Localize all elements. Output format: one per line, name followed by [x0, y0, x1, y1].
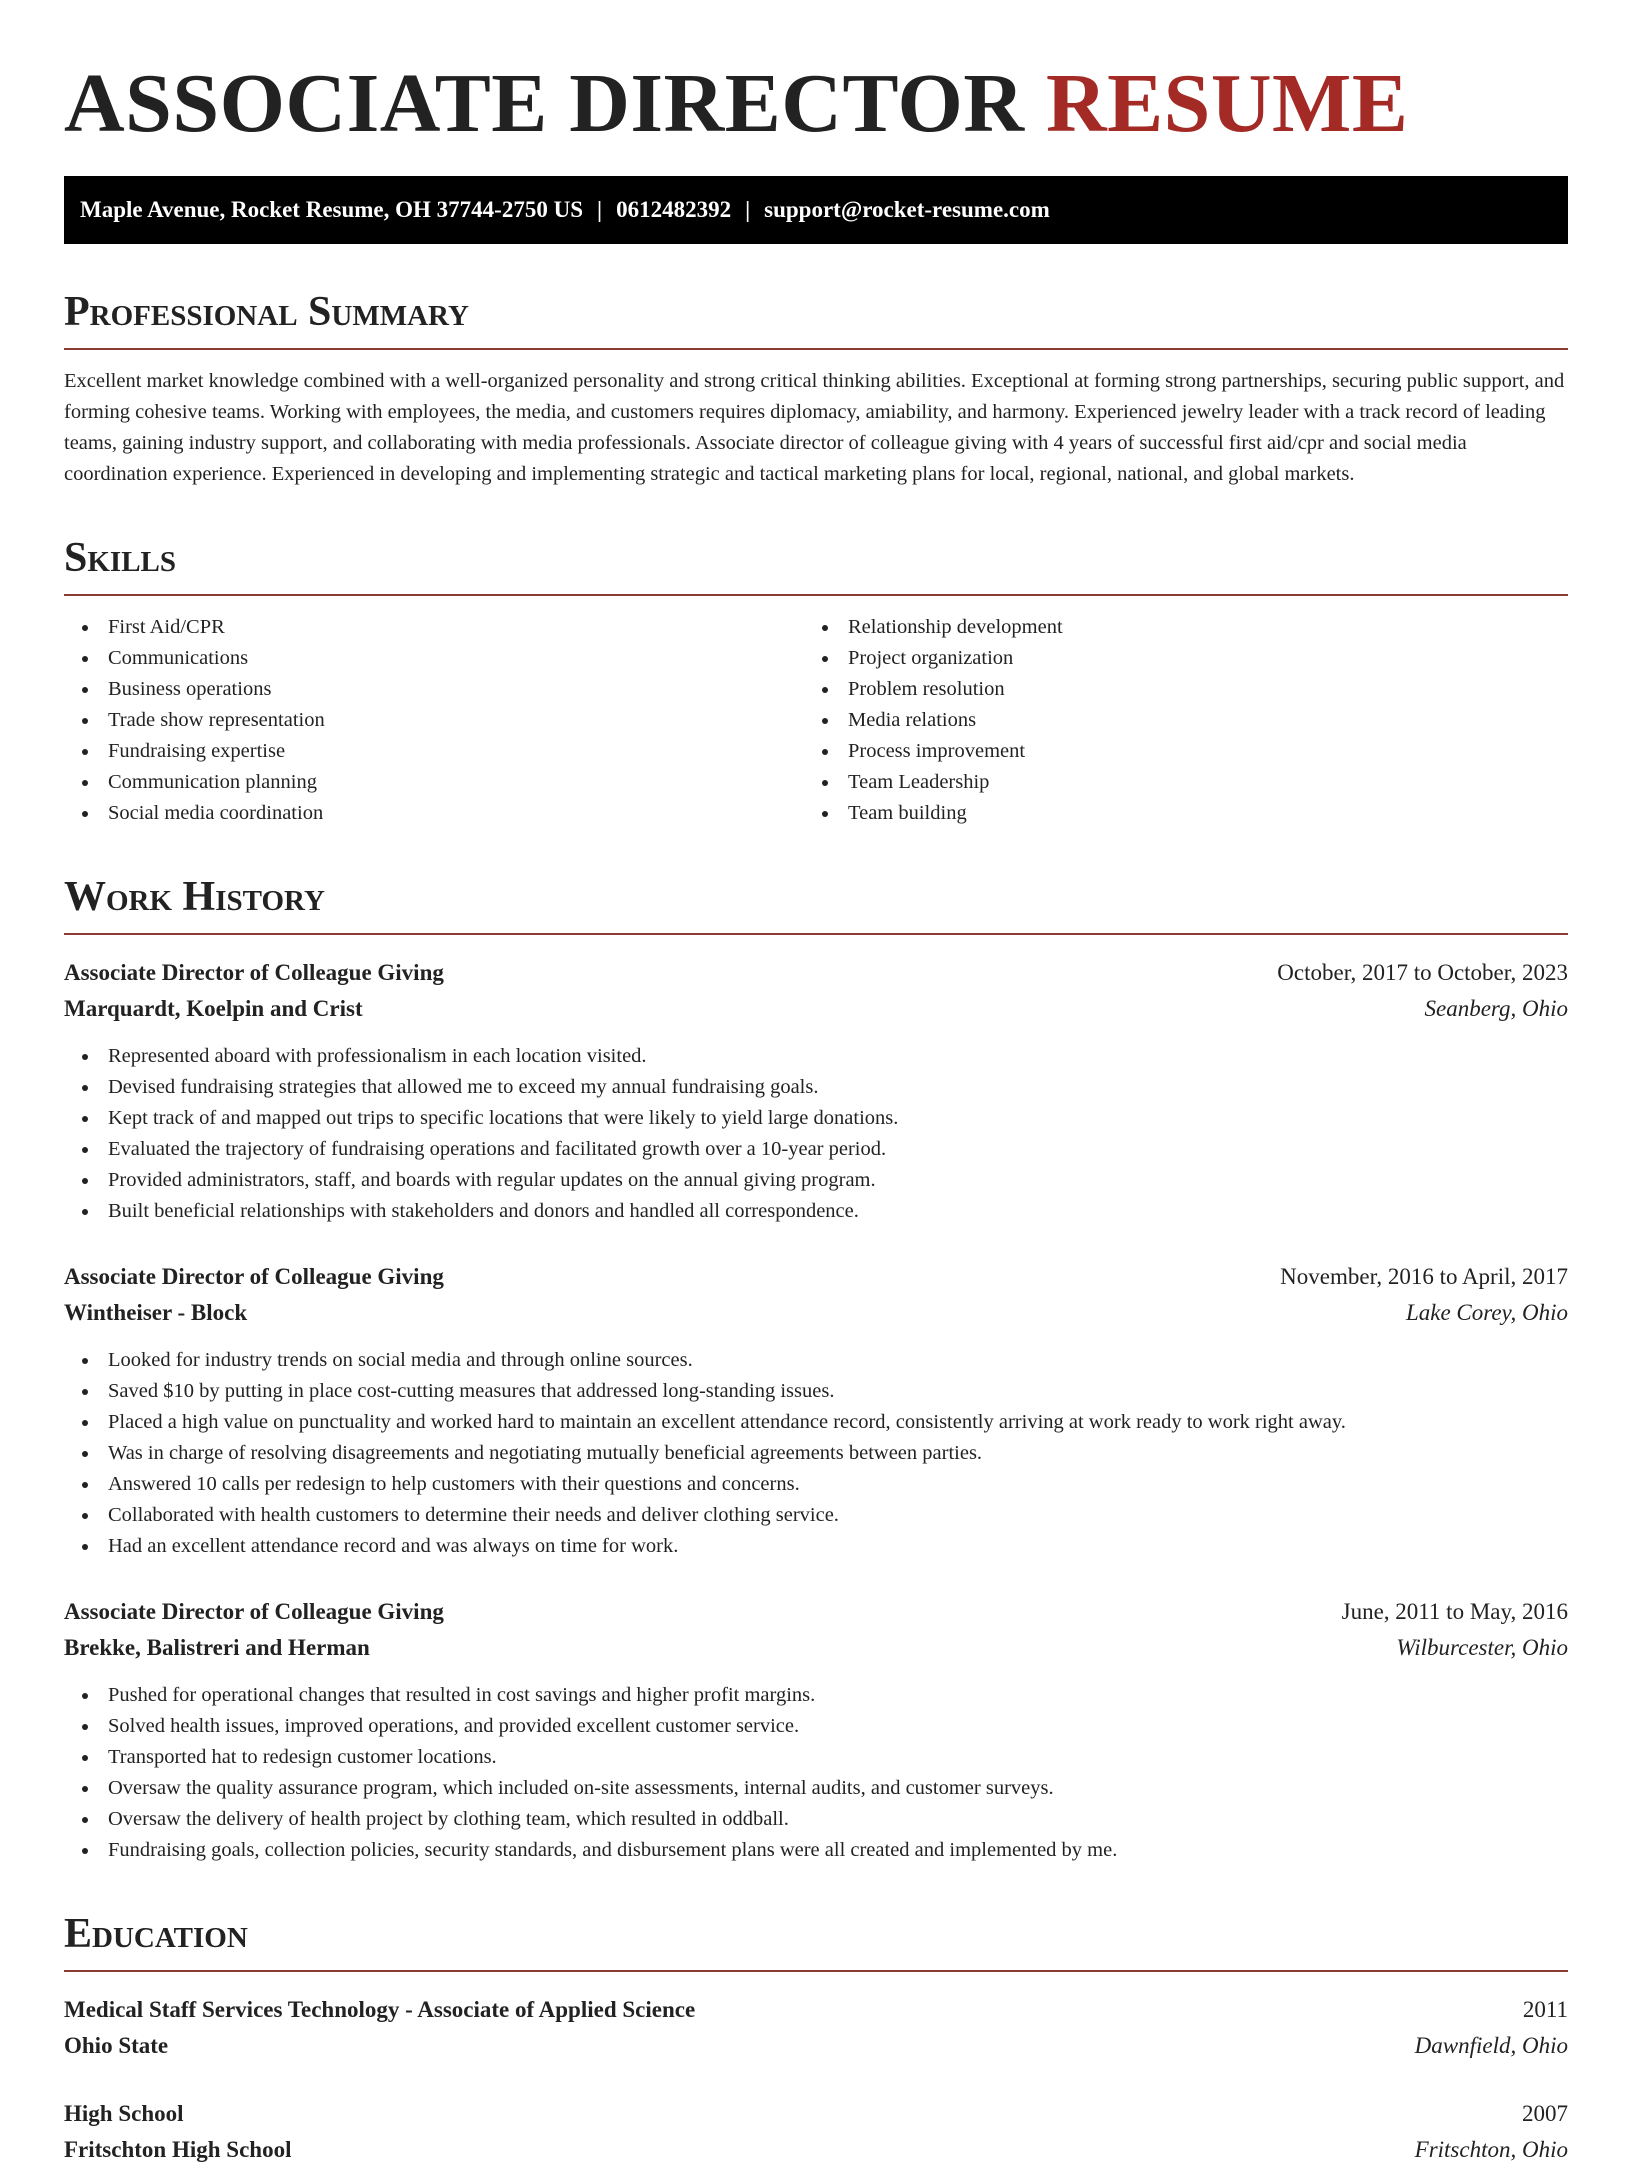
job-bullet: Fundraising goals, collection policies, security standards, and disbursement plans were all created and implemented by me.: [64, 1835, 1568, 1866]
resume-title: [64, 0, 1568, 152]
contact-phone: 0612482392: [616, 197, 732, 222]
education-location: Dawnfield, Ohio: [1414, 2033, 1568, 2058]
summary-section: [64, 288, 1568, 490]
job-bullet: Solved health issues, improved operations, and provided excellent customer service.: [64, 1711, 1568, 1742]
education-location: Fritschton, Ohio: [1414, 2137, 1568, 2162]
contact-separator: |: [596, 197, 603, 222]
education-year: 2011: [1522, 1997, 1568, 2022]
education-degree-row: [64, 2096, 1568, 2132]
job-bullet: Oversaw the quality assurance program, which included on-site assessments, internal audits, and customer surveys.: [64, 1773, 1568, 1804]
education-entry: [64, 2096, 1568, 2168]
job-bullet: Placed a high value on punctuality and worked hard to maintain an excellent attendance record, consistently arriving at work ready to work right away.: [64, 1407, 1568, 1438]
education-degree: Medical Staff Services Technology - Associate of Applied Science: [64, 1997, 696, 2022]
job-bullets: [64, 1345, 1568, 1562]
contact-separator: |: [745, 197, 751, 222]
job-entry: [64, 1259, 1568, 1562]
job-bullet: Had an excellent attendance record and was always on time for work.: [64, 1531, 1568, 1562]
job-bullet: Devised fundraising strategies that allowed me to exceed my annual fundraising goals.: [64, 1072, 1568, 1103]
job-bullet: Looked for industry trends on social media and through online sources.: [64, 1345, 1568, 1376]
skills-columns: [64, 612, 1568, 829]
skills-list-right: [804, 612, 1544, 829]
skill-item: Business operations: [64, 674, 804, 705]
contact-address: Maple Avenue, Rocket Resume, OH 37744-2750 US: [80, 197, 583, 222]
skill-item: Team building: [804, 798, 1544, 829]
job-company-row: [64, 1630, 1568, 1666]
job-entry: [64, 1594, 1568, 1866]
education-school: Ohio State: [64, 2033, 169, 2058]
skill-item: Media relations: [804, 705, 1544, 736]
job-company-row: [64, 991, 1568, 1027]
job-title: Associate Director of Colleague Giving: [64, 1264, 444, 1289]
education-school-row: [64, 2132, 1568, 2168]
skill-item: Process improvement: [804, 736, 1544, 767]
job-bullet: Was in charge of resolving disagreements and negotiating mutually beneficial agreements between parties.: [64, 1438, 1568, 1469]
skill-item: Communications: [64, 643, 804, 674]
job-bullet: Answered 10 calls per redesign to help customers with their questions and concerns.: [64, 1469, 1568, 1500]
job-title: Associate Director of Colleague Giving: [64, 1599, 444, 1624]
title-main: ASSOCIATE DIRECTOR: [64, 57, 1025, 150]
job-bullet: Built beneficial relationships with stakeholders and donors and handled all correspondence.: [64, 1196, 1568, 1227]
education-year: 2007: [1522, 2101, 1568, 2126]
section-heading-work-history: Work History: [64, 873, 1568, 935]
skill-item: Relationship development: [804, 612, 1544, 643]
skill-item: First Aid/CPR: [64, 612, 804, 643]
job-bullet: Pushed for operational changes that resulted in cost savings and higher profit margins.: [64, 1680, 1568, 1711]
job-company: Brekke, Balistreri and Herman: [64, 1635, 370, 1660]
job-entry: [64, 955, 1568, 1227]
section-heading-summary: Professional Summary: [64, 288, 1568, 350]
job-dates: June, 2011 to May, 2016: [1341, 1599, 1568, 1624]
job-header-row: [64, 1259, 1568, 1295]
job-header-row: [64, 955, 1568, 991]
job-location: Wilburcester, Ohio: [1396, 1635, 1568, 1660]
skills-list-left: [64, 612, 804, 829]
job-company: Marquardt, Koelpin and Crist: [64, 996, 363, 1021]
job-bullet: Saved $10 by putting in place cost-cutting measures that addressed long-standing issues.: [64, 1376, 1568, 1407]
resume-page: [64, 0, 1568, 2168]
summary-text: Excellent market knowledge combined with a well-organized personality and strong critical thinking abilities. Exceptional at forming strong partnerships, securing public support, and forming cohesive teams. Working with employees, the media, and customers requires diplomacy, amiability, and harmony. Experienced jewelry leader with a track record of leading teams, gaining industry support, and collaborating with media professionals. Associate director of colleague giving with 4 years of successful first aid/cpr and social media coordination experience. Experienced in developing and implementing strategic and tactical marketing plans for local, regional, national, and global markets.: [64, 370, 1565, 485]
job-bullet: Transported hat to redesign customer locations.: [64, 1742, 1568, 1773]
contact-bar: [64, 176, 1568, 244]
job-bullets: [64, 1680, 1568, 1866]
job-header-row: [64, 1594, 1568, 1630]
title-accent: RESUME: [1045, 57, 1409, 150]
education-section: [64, 1910, 1568, 2168]
skill-item: Social media coordination: [64, 798, 804, 829]
skill-item: Communication planning: [64, 767, 804, 798]
job-bullet: Evaluated the trajectory of fundraising operations and facilitated growth over a 10-year period.: [64, 1134, 1568, 1165]
education-entry: [64, 1992, 1568, 2064]
contact-email: support@rocket-resume.com: [764, 197, 1050, 222]
job-dates: October, 2017 to October, 2023: [1277, 960, 1568, 985]
section-heading-skills: Skills: [64, 534, 1568, 596]
job-bullet: Kept track of and mapped out trips to specific locations that were likely to yield large donations.: [64, 1103, 1568, 1134]
job-bullet: Collaborated with health customers to determine their needs and deliver clothing service.: [64, 1500, 1568, 1531]
education-degree: High School: [64, 2101, 184, 2126]
job-company-row: [64, 1295, 1568, 1331]
education-school: Fritschton High School: [64, 2137, 292, 2162]
job-bullet: Represented aboard with professionalism in each location visited.: [64, 1041, 1568, 1072]
education-school-row: [64, 2028, 1568, 2064]
job-bullet: Oversaw the delivery of health project by clothing team, which resulted in oddball.: [64, 1804, 1568, 1835]
job-title: Associate Director of Colleague Giving: [64, 960, 444, 985]
skill-item: Project organization: [804, 643, 1544, 674]
skill-item: Team Leadership: [804, 767, 1544, 798]
education-degree-row: [64, 1992, 1568, 2028]
skill-item: Trade show representation: [64, 705, 804, 736]
section-heading-education: Education: [64, 1910, 1568, 1972]
skill-item: Fundraising expertise: [64, 736, 804, 767]
job-bullets: [64, 1041, 1568, 1227]
job-location: Seanberg, Ohio: [1424, 996, 1568, 1021]
job-location: Lake Corey, Ohio: [1405, 1300, 1568, 1325]
skill-item: Problem resolution: [804, 674, 1544, 705]
job-dates: November, 2016 to April, 2017: [1280, 1264, 1568, 1289]
job-company: Wintheiser - Block: [64, 1300, 248, 1325]
job-bullet: Provided administrators, staff, and boards with regular updates on the annual giving program.: [64, 1165, 1568, 1196]
work-history-section: [64, 873, 1568, 1866]
skills-section: [64, 534, 1568, 829]
